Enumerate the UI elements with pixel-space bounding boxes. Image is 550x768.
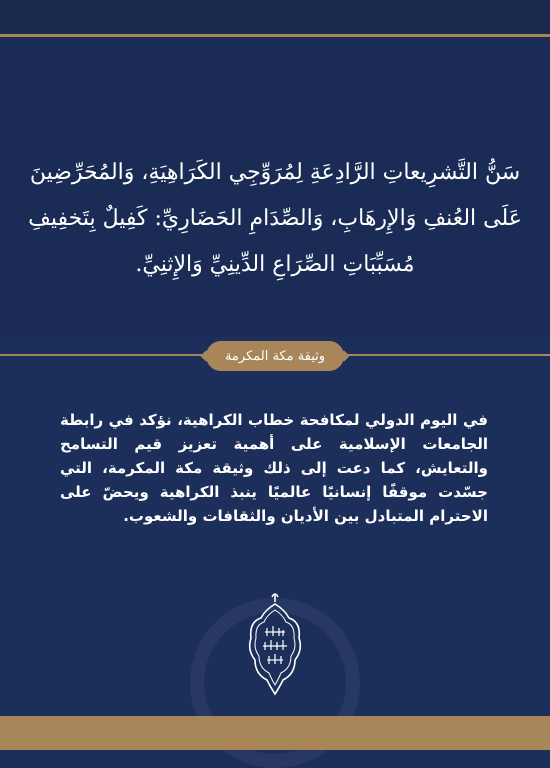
- quote-text: سَنُّ التَّشرِيعاتِ الرَّادِعَةِ لِمُرَوِّجِي الكَرَاهِيَةِ، وَالمُحَرِّضِينَ عَلَى العُنفِ وَالإِرهَابِ، وَالصِّدَامِ الحَضَارِيِّ: كَفِيلٌ بِتَخفِيفِ مُسَبِّبَاتِ الصِّرَاعِ الدِّينِيِّ وَالإِثنِيِّ.: [28, 160, 522, 277]
- emblem-calligraphy: [263, 626, 287, 664]
- body-paragraph: في اليوم الدولي لمكافحة خطاب الكراهية، نؤكد في رابطة الجامعات الإسلامية على أهمية تعزيز قيم التسامح والتعايش، كما دعت إلى ذلك وثيقة مكة المكرمة، التي جسّدت موقفًا إنسانيًا عالميًا ينبذ الكراهية ويحضّ على الاحترام المتبادل بين الأديان والثقافات والشعوب.: [60, 411, 488, 525]
- league-emblem-icon: [245, 588, 305, 700]
- top-band: [0, 0, 550, 36]
- bottom-gold-band: [0, 716, 550, 750]
- document-label-text: وثيقة مكة المكرمة: [224, 348, 326, 364]
- document-label-badge: [206, 341, 344, 371]
